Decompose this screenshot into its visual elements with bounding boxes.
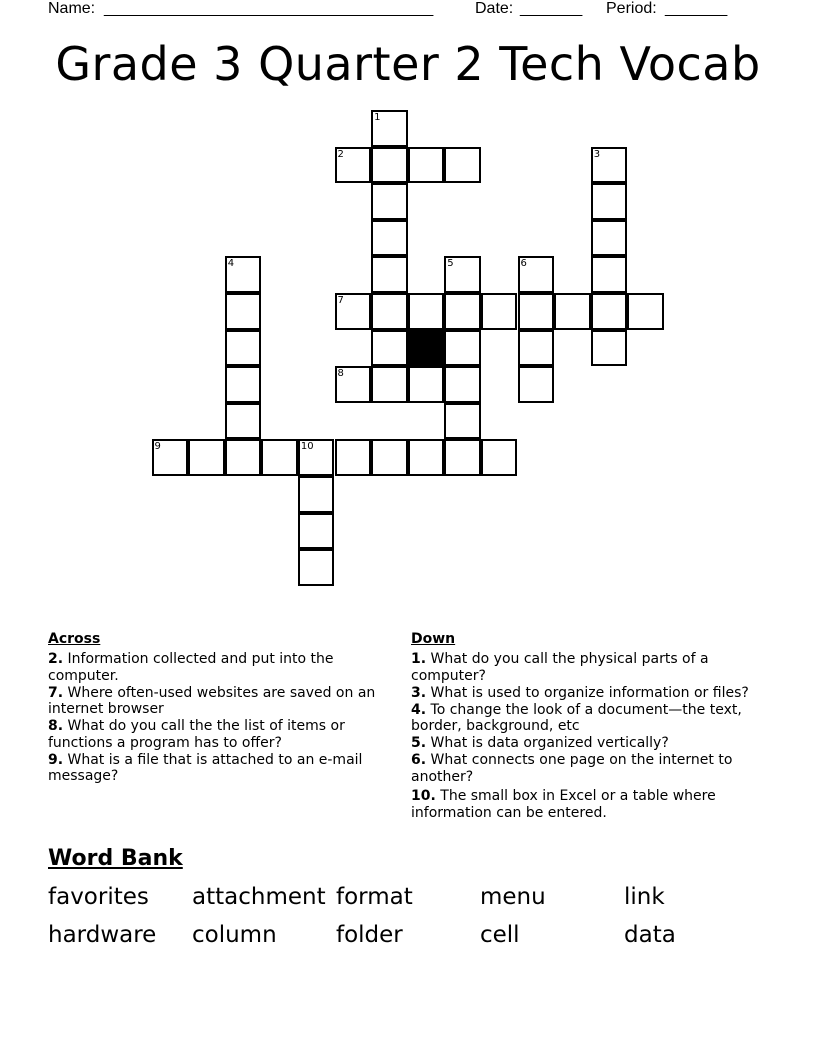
word-bank-title: Word Bank — [48, 846, 183, 871]
name-label: Name: — [48, 0, 96, 17]
crossword-cell[interactable] — [225, 330, 262, 367]
word-bank-word: column — [192, 922, 277, 948]
crossword-cell[interactable] — [591, 293, 628, 330]
crossword-cell[interactable] — [371, 256, 408, 293]
word-bank-word: link — [624, 884, 665, 910]
crossword-cell[interactable] — [627, 293, 664, 330]
name-field: _____________________________________ — [104, 0, 434, 17]
word-bank-word: format — [336, 884, 413, 910]
crossword-cell[interactable] — [408, 439, 445, 476]
crossword-cell[interactable] — [371, 147, 408, 184]
crossword-cell[interactable] — [335, 439, 372, 476]
crossword-cell[interactable] — [444, 366, 481, 403]
clue-number: 6 — [520, 258, 527, 270]
crossword-cell[interactable] — [371, 183, 408, 220]
crossword-cell[interactable] — [225, 256, 262, 293]
crossword-cell[interactable] — [444, 256, 481, 293]
crossword-cell[interactable] — [408, 293, 445, 330]
across-heading: Across — [48, 631, 101, 647]
crossword-cell[interactable] — [298, 549, 335, 586]
period-field: _______ — [665, 0, 728, 17]
clue-down-10: 10. The small box in Excel or a table where information can be entered. — [411, 788, 716, 821]
crossword-cell[interactable] — [225, 366, 262, 403]
crossword-cell[interactable] — [335, 147, 372, 184]
clue-across-7: 7. Where often-used websites are saved on an internet browser — [48, 684, 376, 717]
clue-number: 9 — [154, 441, 161, 453]
crossword-cell[interactable] — [444, 147, 481, 184]
crossword-block — [408, 330, 445, 367]
clue-number: 4 — [227, 258, 235, 270]
word-bank-word: attachment — [192, 884, 326, 910]
crossword-cell[interactable] — [152, 439, 189, 476]
page-title: Grade 3 Quarter 2 Tech Vocab — [55, 37, 761, 91]
clue-across-2: 2. Information collected and put into the computer. — [48, 651, 334, 684]
crossword-cell[interactable] — [298, 439, 335, 476]
crossword-cell[interactable] — [371, 366, 408, 403]
crossword-cell[interactable] — [225, 403, 262, 440]
crossword-cell[interactable] — [408, 147, 445, 184]
crossword-cell[interactable] — [554, 293, 591, 330]
crossword-cell[interactable] — [335, 366, 372, 403]
date-field: _______ — [520, 0, 583, 17]
across-clues — [48, 630, 393, 785]
period-label: Period: — [606, 0, 657, 17]
crossword-cell[interactable] — [444, 330, 481, 367]
clue-number: 5 — [447, 258, 454, 270]
clue-number: 2 — [337, 148, 344, 160]
clue-across-8: 8. What do you call the the list of items or functions a program has to offer? — [48, 718, 345, 751]
crossword-cell[interactable] — [591, 147, 628, 184]
word-bank-word: data — [624, 922, 676, 948]
clue-down-6: 6. What connects one page on the internet to another? — [411, 752, 733, 785]
crossword-cell[interactable] — [518, 293, 555, 330]
crossword-cell[interactable] — [481, 293, 518, 330]
crossword-cell[interactable] — [371, 110, 408, 147]
crossword-cell[interactable] — [298, 513, 335, 550]
crossword-cell[interactable] — [371, 220, 408, 257]
down-heading: Down — [411, 631, 456, 647]
word-bank-word: hardware — [48, 922, 157, 948]
crossword-cell[interactable] — [371, 330, 408, 367]
clue-down-5: 5. What is data organized vertically? — [411, 735, 669, 751]
crossword-cell[interactable] — [298, 476, 335, 513]
crossword-cell[interactable] — [591, 220, 628, 257]
clue-number: 10 — [300, 441, 314, 453]
clue-across-9: 9. What is a file that is attached to an e-mail message? — [48, 751, 363, 784]
word-bank-word: folder — [336, 922, 403, 948]
crossword-cell[interactable] — [591, 256, 628, 293]
crossword-cell[interactable] — [225, 293, 262, 330]
word-bank-word: favorites — [48, 884, 149, 910]
crossword-cell[interactable] — [481, 439, 518, 476]
clue-number: 7 — [337, 295, 344, 306]
clue-down-1: 1. What do you call the physical parts of a computer? — [411, 651, 709, 684]
crossword-cell[interactable] — [444, 403, 481, 440]
down-clues — [411, 630, 761, 822]
crossword-cell[interactable] — [188, 439, 225, 476]
crossword-cell[interactable] — [371, 439, 408, 476]
clue-down-4: 4. To change the look of a document—the text, border, background, etc — [411, 701, 742, 734]
word-bank-word: menu — [480, 884, 546, 910]
crossword-cell[interactable] — [335, 293, 372, 330]
crossword-cell[interactable] — [408, 366, 445, 403]
crossword-cell[interactable] — [518, 366, 555, 403]
date-label: Date: — [475, 0, 514, 17]
crossword-cell[interactable] — [371, 293, 408, 330]
word-bank-word: cell — [480, 922, 520, 948]
crossword-cell[interactable] — [591, 183, 628, 220]
clue-number: 1 — [374, 112, 381, 123]
clue-number: 8 — [337, 368, 344, 380]
crossword-cell[interactable] — [518, 330, 555, 367]
crossword-cell[interactable] — [518, 256, 555, 293]
crossword-cell[interactable] — [444, 439, 481, 476]
crossword-cell[interactable] — [225, 439, 262, 476]
crossword-cell[interactable] — [261, 439, 298, 476]
crossword-cell[interactable] — [591, 330, 628, 367]
crossword-cell[interactable] — [444, 293, 481, 330]
clue-number: 3 — [593, 148, 601, 160]
clue-down-3: 3. What is used to organize information or files? — [411, 684, 749, 701]
